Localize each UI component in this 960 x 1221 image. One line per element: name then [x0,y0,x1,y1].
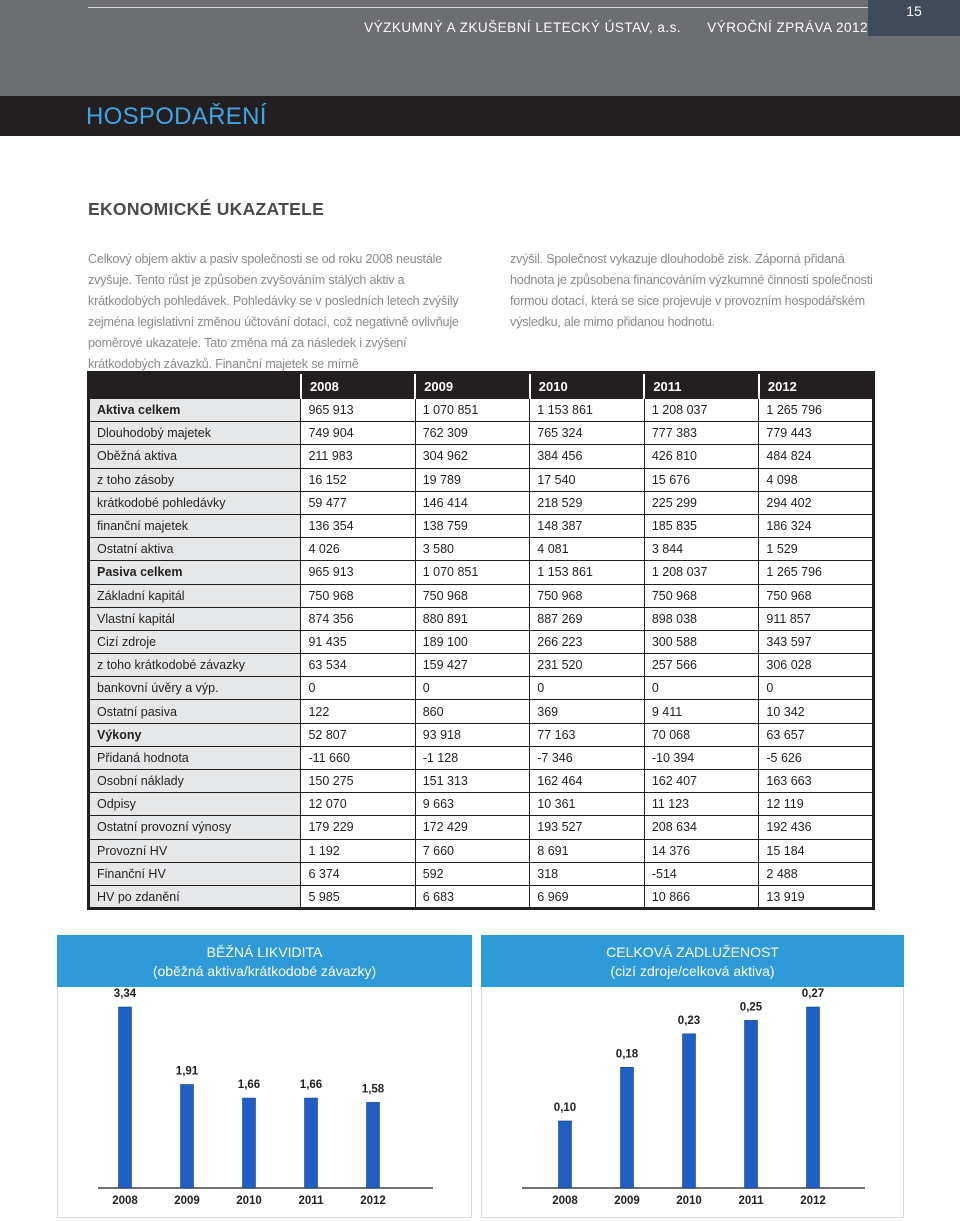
table-row [89,839,874,862]
table-cell: 218 529 [530,491,645,514]
row-label: Cizí zdroje [89,630,301,653]
row-label: Osobní náklady [89,770,301,793]
tick-label: 2010 [236,1195,262,1207]
liquidity-bar-chart [58,987,473,1218]
indebtedness-chart [481,935,904,1218]
table-row [89,677,874,700]
indebtedness-bar-chart [482,987,905,1218]
table-cell: 426 810 [644,445,759,468]
table-cell: 185 835 [644,514,759,537]
table-cell: 52 807 [301,723,415,746]
row-label: Oběžná aktiva [89,445,301,468]
row-label: Pasiva celkem [89,561,301,584]
table-cell: 749 904 [301,422,415,445]
table-cell: 70 068 [644,723,759,746]
table-cell: 12 070 [301,793,415,816]
table-cell: 1 192 [301,839,415,862]
table-cell: 14 376 [644,839,759,862]
table-cell: 63 657 [759,723,874,746]
data-label: 1,66 [237,1079,261,1092]
table-cell: 887 269 [530,607,645,630]
table-cell: 2 488 [759,862,874,885]
institute-name: VÝZKUMNÝ A ZKUŠEBNÍ LETECKÝ ÚSTAV, a.s. [364,20,682,35]
report-name: VÝROČNÍ ZPRÁVA 2012 [707,20,868,35]
table-cell: 10 342 [759,700,874,723]
table-cell: 6 374 [301,862,415,885]
table-cell: 750 968 [301,584,415,607]
row-label: Finanční HV [89,862,301,885]
table-cell: 59 477 [301,491,415,514]
table-row [89,723,874,746]
table-cell: -5 626 [759,746,874,769]
table-cell: 1 265 796 [759,561,874,584]
table-cell: 1 208 037 [644,399,759,422]
tick-label: 2008 [112,1195,138,1207]
table-cell: 6 969 [530,885,645,908]
chart-plot-area [57,987,472,1218]
tick-label: 2009 [614,1195,640,1207]
table-cell: 779 443 [759,422,874,445]
header-rule [88,7,868,8]
table-cell: 17 540 [530,468,645,491]
table-cell: 122 [301,700,415,723]
subsection-title: EKONOMICKÉ UKAZATELE [88,199,325,219]
table-cell: -10 394 [644,746,759,769]
table-cell: 162 464 [530,770,645,793]
table-cell: 6 683 [415,885,530,908]
table-cell: 3 580 [415,538,530,561]
table-cell: 186 324 [759,514,874,537]
row-label: finanční majetek [89,514,301,537]
section-title: HOSPODAŘENÍ [86,103,267,130]
year-header: 2011 [644,373,759,399]
table-cell: 484 824 [759,445,874,468]
table-cell: 1 265 796 [759,399,874,422]
table-cell: 592 [415,862,530,885]
table-cell: 8 691 [530,839,645,862]
row-label: krátkodobé pohledávky [89,491,301,514]
table-cell: 765 324 [530,422,645,445]
table-cell: 146 414 [415,491,530,514]
table-cell: 860 [415,700,530,723]
table-cell: 189 100 [415,630,530,653]
table-cell: 304 962 [415,445,530,468]
table-cell: 172 429 [415,816,530,839]
table-cell: 15 184 [759,839,874,862]
table-cell: 77 163 [530,723,645,746]
table-row [89,885,874,908]
header-band [0,0,960,96]
year-header: 2012 [759,373,874,399]
table-cell: 965 913 [301,399,415,422]
table-header-row [89,373,874,399]
chart-title: CELKOVÁ ZADLUŽENOST [606,944,779,960]
bar [243,1098,256,1188]
data-label: 3,34 [113,988,137,1000]
table-row [89,399,874,422]
tick-label: 2011 [298,1195,324,1207]
table-cell: 898 038 [644,607,759,630]
row-label: Základní kapitál [89,584,301,607]
bar [181,1084,194,1188]
table-row [89,561,874,584]
row-label: Ostatní provozní výnosy [89,816,301,839]
bar [119,1007,132,1188]
table-cell: 1 070 851 [415,561,530,584]
table-cell: 150 275 [301,770,415,793]
row-label: Aktiva celkem [89,399,301,422]
table-cell: 750 968 [530,584,645,607]
year-header: 2008 [301,373,415,399]
table-row [89,538,874,561]
table-row [89,862,874,885]
table-row [89,654,874,677]
table-cell: 5 985 [301,885,415,908]
table-cell: 266 223 [530,630,645,653]
table-cell: 10 866 [644,885,759,908]
table-cell: 19 789 [415,468,530,491]
row-label: Ostatní pasiva [89,700,301,723]
bar [367,1102,380,1188]
table-cell: 750 968 [644,584,759,607]
table-cell: 9 663 [415,793,530,816]
row-label: z toho zásoby [89,468,301,491]
table-cell: 0 [415,677,530,700]
table-cell: 11 123 [644,793,759,816]
row-label: bankovní úvěry a výp. [89,677,301,700]
data-label: 1,91 [175,1065,199,1078]
row-label: Vlastní kapitál [89,607,301,630]
table-cell: 63 534 [301,654,415,677]
table-cell: 93 918 [415,723,530,746]
table-cell: 0 [759,677,874,700]
table-cell: 91 435 [301,630,415,653]
body-text-left: Celkový objem aktiv a pasiv společnosti se od roku 2008 neustále zvyšuje. Tento růst je způsoben zvyšováním stálých aktiv a krátkodobých pohledávek. Pohledávky se v posledních letech zvýšily zejména legislativní změnou účtování dotací, což negativně ovlivňuje poměrové ukazatele. Tato změna má za následek i zvýšení krátkodobých závazků. Finanční majetek se mírně [88,252,459,371]
table-row [89,584,874,607]
table-cell: 16 152 [301,468,415,491]
table-row [89,445,874,468]
table-cell: 231 520 [530,654,645,677]
table-cell: 193 527 [530,816,645,839]
table-cell: 874 356 [301,607,415,630]
data-label: 0,10 [553,1101,577,1114]
table-cell: 163 663 [759,770,874,793]
table-cell: 294 402 [759,491,874,514]
table-cell: 1 070 851 [415,399,530,422]
table-cell: 15 676 [644,468,759,491]
table-cell: 0 [644,677,759,700]
table-cell: 343 597 [759,630,874,653]
table-cell: 136 354 [301,514,415,537]
table-cell: 750 968 [415,584,530,607]
data-label: 0,27 [801,988,825,1000]
chart-title: BĚŽNÁ LIKVIDITA [206,944,323,960]
table-cell: -11 660 [301,746,415,769]
table-cell: 306 028 [759,654,874,677]
tick-label: 2008 [552,1195,578,1207]
table-cell: 300 588 [644,630,759,653]
row-label: Výkony [89,723,301,746]
table-body [89,399,874,909]
table-cell: 0 [301,677,415,700]
table-cell: 318 [530,862,645,885]
table-row [89,746,874,769]
table-cell: 9 411 [644,700,759,723]
data-label: 0,18 [615,1048,639,1061]
table-row [89,514,874,537]
table-cell: 162 407 [644,770,759,793]
table-cell: 179 229 [301,816,415,839]
year-header: 2010 [530,373,645,399]
table-cell: 0 [530,677,645,700]
table-cell: 151 313 [415,770,530,793]
table-cell: 10 361 [530,793,645,816]
table-row [89,630,874,653]
year-header: 2009 [415,373,530,399]
page-number: 15 [868,0,960,36]
bar [683,1034,696,1188]
row-label: HV po zdanění [89,885,301,908]
row-label: z toho krátkodobé závazky [89,654,301,677]
table-cell: 965 913 [301,561,415,584]
liquidity-chart [57,935,472,1218]
chart-plot-area [481,987,904,1218]
data-label: 1,66 [299,1079,323,1092]
table-row [89,422,874,445]
bar [305,1098,318,1188]
table-cell: 369 [530,700,645,723]
table-cell: 159 427 [415,654,530,677]
table-cell: 777 383 [644,422,759,445]
tick-label: 2009 [174,1195,200,1207]
table-row [89,816,874,839]
tick-label: 2012 [360,1195,386,1207]
table-row [89,793,874,816]
table-row [89,700,874,723]
table-cell: 750 968 [759,584,874,607]
table-row [89,770,874,793]
table-row [89,607,874,630]
table-cell: 3 844 [644,538,759,561]
table-cell: -514 [644,862,759,885]
tick-label: 2012 [800,1195,826,1207]
tick-label: 2010 [676,1195,702,1207]
table-cell: -7 346 [530,746,645,769]
row-label: Dlouhodobý majetek [89,422,301,445]
table-cell: 13 919 [759,885,874,908]
table-cell: 138 759 [415,514,530,537]
table-cell: 911 857 [759,607,874,630]
table-cell: 1 153 861 [530,561,645,584]
table-cell: 225 299 [644,491,759,514]
table-cell: 1 208 037 [644,561,759,584]
table-cell: 257 566 [644,654,759,677]
table-cell: 762 309 [415,422,530,445]
running-head [364,20,868,35]
data-label: 0,25 [739,1001,763,1014]
chart-header [481,935,904,987]
table-cell: 4 026 [301,538,415,561]
table-cell: 12 119 [759,793,874,816]
economic-indicators-table [87,371,875,910]
table-cell: 211 983 [301,445,415,468]
table-cell: -1 128 [415,746,530,769]
tick-label: 2011 [738,1195,764,1207]
data-label: 1,58 [361,1083,385,1096]
table-cell: 148 387 [530,514,645,537]
table-header-corner [89,373,301,399]
table-cell: 1 153 861 [530,399,645,422]
row-label: Ostatní aktiva [89,538,301,561]
body-text-right: zvýšil. Společnost vykazuje dlouhodobě zisk. Záporná přidaná hodnota je způsobena financováním výzkumné činnosti společnosti formou dotací, která se sice projevuje v provozním hospodářském výsledku, ale mimo přidanou hodnotu. [510,252,873,329]
bar [621,1067,634,1188]
table-cell: 880 891 [415,607,530,630]
bar [807,1007,820,1188]
table-cell: 4 098 [759,468,874,491]
table-cell: 4 081 [530,538,645,561]
chart-subtitle: (cizí zdroje/celková aktiva) [610,963,775,979]
table-row [89,491,874,514]
chart-header [57,935,472,987]
table-row [89,468,874,491]
table-cell: 208 634 [644,816,759,839]
data-label: 0,23 [677,1014,701,1027]
table-cell: 192 436 [759,816,874,839]
row-label: Přidaná hodnota [89,746,301,769]
bar [559,1121,572,1188]
bar [745,1020,758,1188]
table-cell: 384 456 [530,445,645,468]
row-label: Provozní HV [89,839,301,862]
table-cell: 1 529 [759,538,874,561]
table-cell: 7 660 [415,839,530,862]
row-label: Odpisy [89,793,301,816]
chart-subtitle: (oběžná aktiva/krátkodobé závazky) [152,963,377,979]
